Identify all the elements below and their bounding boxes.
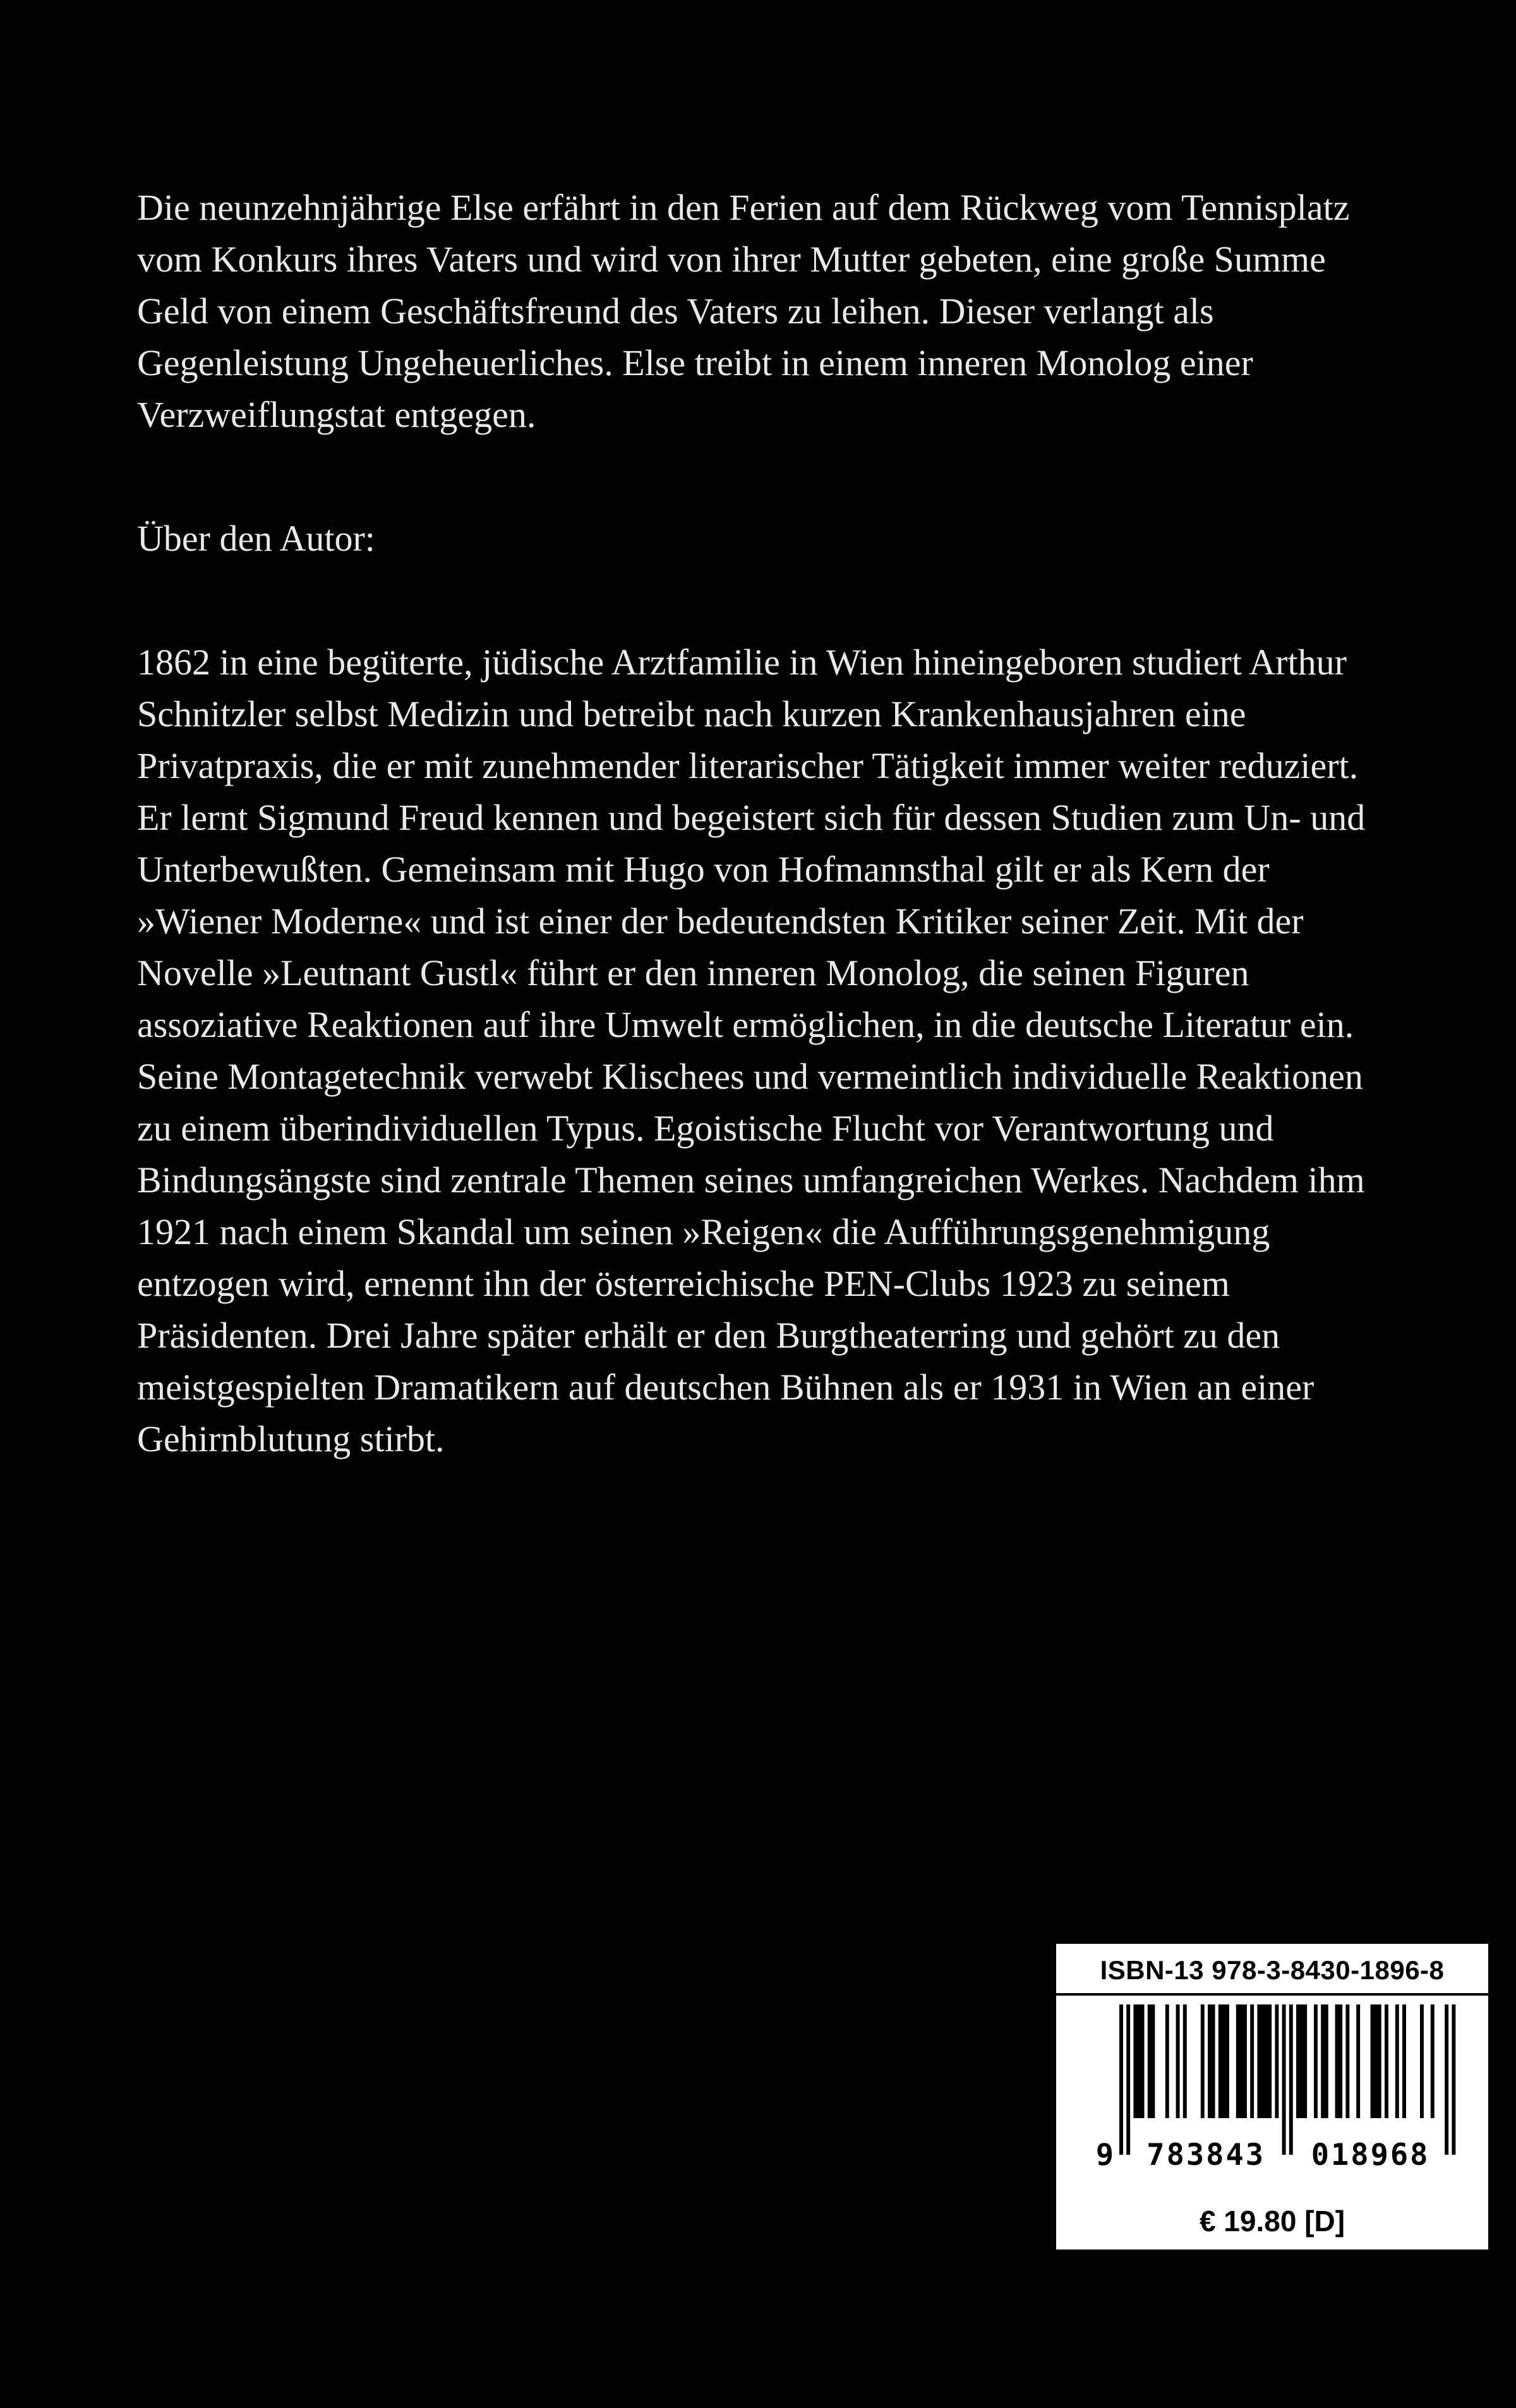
ean13-barcode [1056, 1996, 1488, 2204]
blurb-paragraph: Die neunzehnjährige Else erfährt in den Ferien auf dem Rückweg vom Tennisplatz vom Konkurs ihres Vaters und wird von ihrer Mutter gebeten, eine große Summe Geld von einem Geschäftsfreund des Vaters zu leihen. Dieser verlangt als Gegenleistung Ungeheuerliches. Else treibt in einem inneren Monolog einer Verzweiflungstat entgegen. [137, 187, 1350, 435]
svg-text:783843: 783843 [1146, 2138, 1266, 2172]
isbn-label: ISBN-13 978-3-8430-1896-8 [1100, 1955, 1445, 1985]
isbn-barcode-box [1056, 1944, 1488, 2249]
price-label: € 19.80 [D] [1199, 2205, 1345, 2237]
author-bio-paragraph: 1862 in eine begüterte, jüdische Arztfamilie in Wien hineingeboren studiert Arthur Schnitzler selbst Medizin und betreibt nach kurzen Krankenhausjahren eine Privatpraxis, die er mit zunehmender literarischer Tätigkeit immer weiter reduziert. Er lernt Sigmund Freud kennen und begeistert sich für dessen Studien zum Un- und Unterbewußten. Gemeinsam mit Hugo von Hofmannsthal gilt er als Kern der »Wiener Moderne« und ist einer der bedeutendsten Kritiker seiner Zeit. Mit der Novelle »Leutnant Gustl« führt er den inneren Monolog, die seinen Figuren assoziative Reaktionen auf ihre Umwelt ermöglichen, in die deutsche Literatur ein. Seine Montagetechnik verwebt Klischees und vermeintlich individuelle Reaktionen zu einem überindividuellen Typus. Egoistische Flucht vor Verantwortung und Bindungsängste sind zentrale Themen seines umfangreichen Werkes. Nachdem ihm 1921 nach einem Skandal um seinen »Reigen« die Aufführungsgenehmigung entzogen wird, ernennt ihn der österreichische PEN-Clubs 1923 zu seinem Präsidenten. Drei Jahre später erhält er den Burgtheaterring und gehört zu den meistgespielten Dramatikern auf deutschen Bühnen als er 1931 in Wien an einer Gehirnblutung stirbt. [137, 642, 1366, 1459]
barcode-svg [1088, 2004, 1457, 2174]
svg-text:018968: 018968 [1311, 2138, 1430, 2172]
cover-text-block [137, 182, 1385, 1537]
svg-text:9: 9 [1095, 2138, 1116, 2172]
author-heading: Über den Autor: [137, 518, 375, 559]
